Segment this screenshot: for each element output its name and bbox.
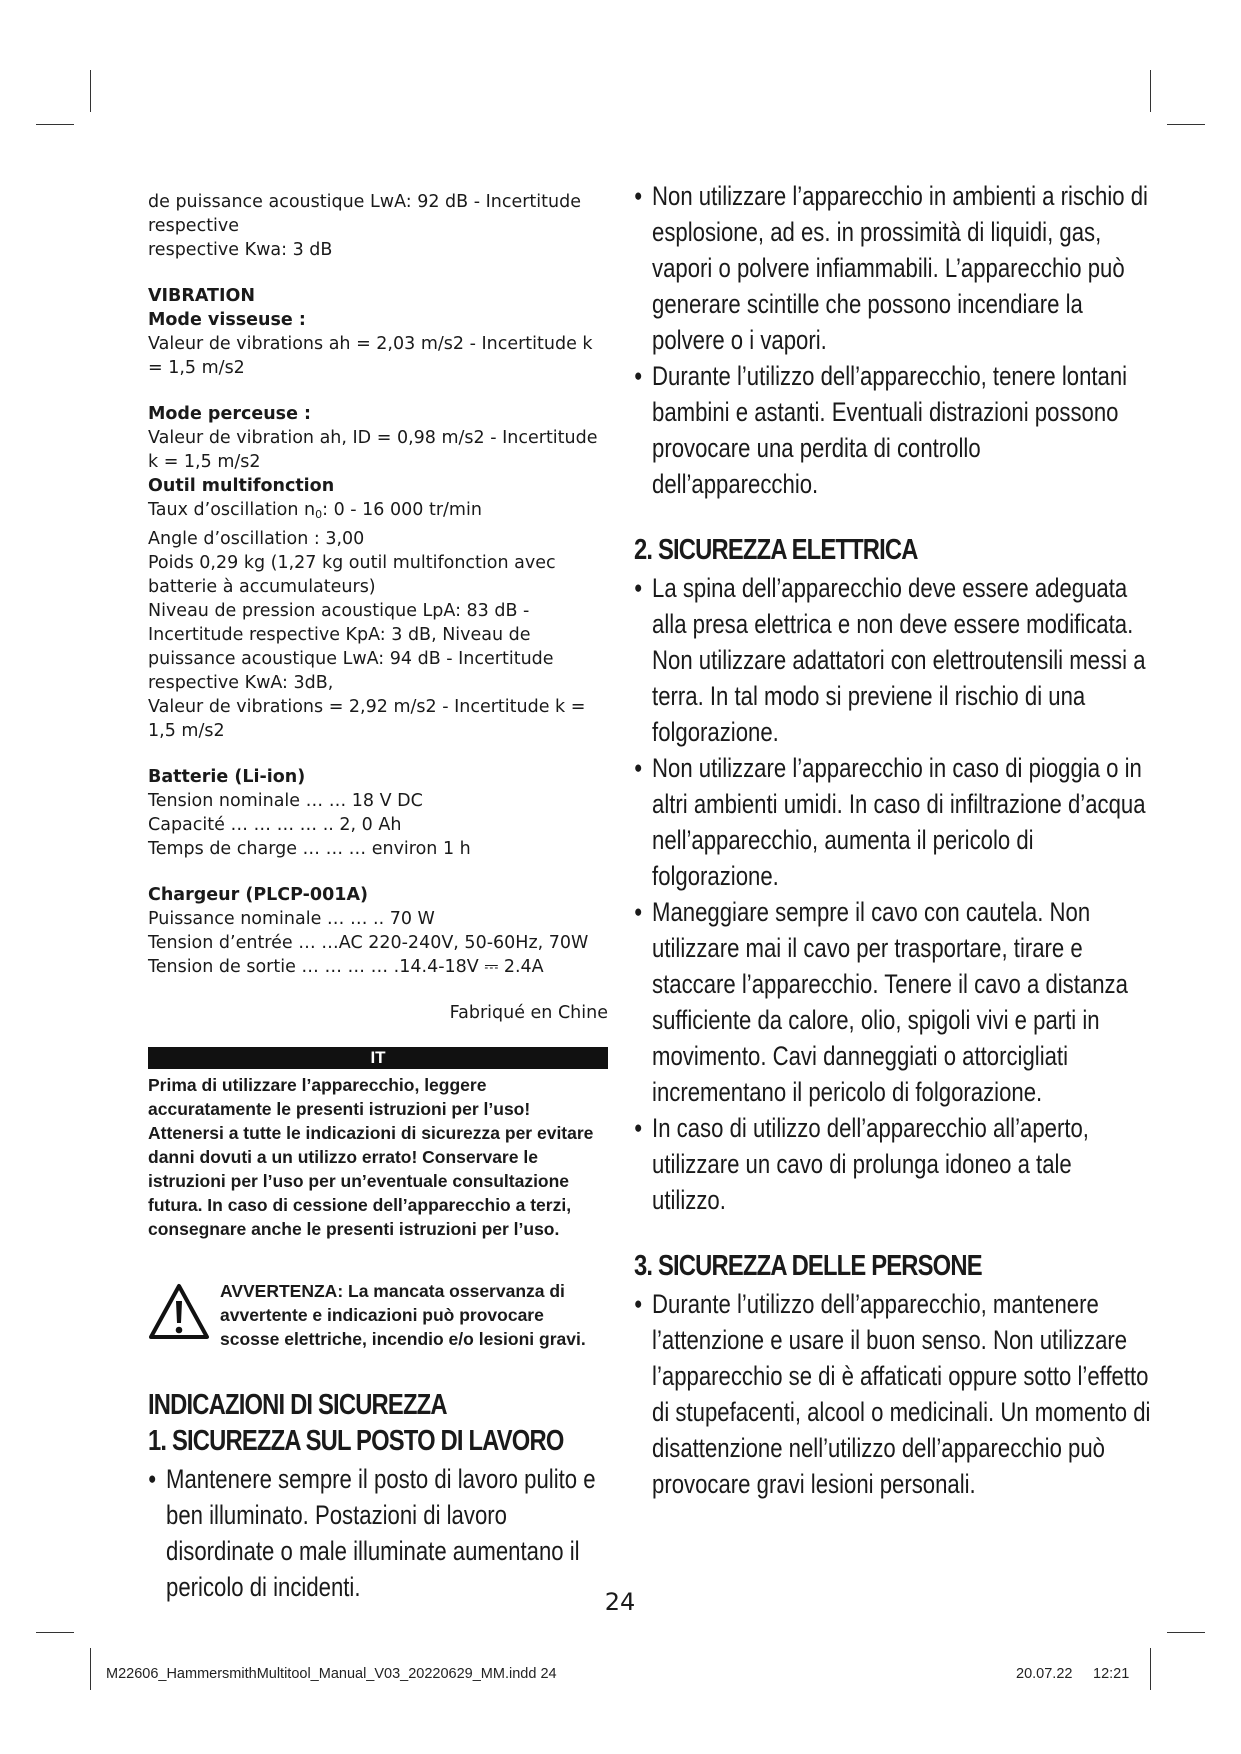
spec-line: respective KwA: 3dB, <box>148 673 334 693</box>
crop-mark <box>1150 70 1151 112</box>
warning-text: AVVERTENZA: La mancata osservanza di avvertente e indicazioni può provocare scosse elettriche, incendio e/o lesioni gravi. <box>220 1281 586 1349</box>
intro-notice: Prima di utilizzare l’apparecchio, leggere accuratamente le presenti istruzioni per l’uso! Attenersi a tutte le indicazioni di sicurezza per evitare danni dovuti a un utilizzo errato! Conservare le istruzioni per l’uso per un’eventuale consultazione futura. In caso di cessione dell’apparecchio a terzi, consegnare anche le presenti istruzioni per l’uso. <box>148 1075 594 1239</box>
spec-line: de puissance acoustique LwA: 92 dB - Incertitude <box>148 192 581 212</box>
bullet-item: ● Maneggiare sempre il cavo con cautela. Non utilizzare mai il cavo per trasportare, tirare e staccare l’apparecchio. Tenere il cavo a distanza sufficiente da calore, olio, spigoli vivi e parti in movimento. Cavi danneggiati o attorcigliati incrementano il pericolo di folgorazione. <box>634 894 1151 1110</box>
spec-line: Valeur de vibration ah, ID = 0,98 m/s2 - Incertitude <box>148 428 598 448</box>
spec-line: Tension d’entrée … …AC 220-240V, 50-60Hz, 70W <box>148 933 589 953</box>
bullet-item: ● La spina dell’apparecchio deve essere adeguata alla presa elettrica e non deve essere modificata. Non utilizzare adattatori con elettroutensili messi a terra. In tal modo si previene il rischio di una folgorazione. <box>634 570 1151 750</box>
spec-line: Incertitude respective KpA: 3 dB, Niveau de <box>148 625 531 645</box>
language-label: IT <box>148 1047 608 1069</box>
spec-heading: Outil multifonction <box>148 476 335 496</box>
bullet-item: ● Non utilizzare l’apparecchio in ambienti a rischio di esplosione, ad es. in prossimità di liquidi, gas, vapori o polvere infiammabili. L’apparecchio può generare scintille che possono incendiare la polvere o i vapori. <box>634 178 1151 358</box>
spacer <box>148 743 608 765</box>
spec-line: 1,5 m/s2 <box>148 721 225 741</box>
spec-line: Tension nominale … … 18 V DC <box>148 791 423 811</box>
bullet-item: ● Mantenere sempre il posto di lavoro pulito e ben illuminato. Postazioni di lavoro disordinate o male illuminate aumentano il pericolo di incidenti. <box>148 1461 607 1605</box>
spec-line: respective Kwa: 3 dB <box>148 240 333 260</box>
spacer <box>148 262 608 284</box>
warning-box <box>148 1279 608 1351</box>
spec-line: Angle d’oscillation : 3,00 <box>148 529 365 549</box>
specs-block <box>148 527 608 979</box>
bullet-item: ● Durante l’utilizzo dell’apparecchio, mantenere l’attenzione e usare il buon senso. Non utilizzare l’apparecchio se di è affaticati oppure sotto l’effetto di stupefacenti, alcool o medicinali. Un momento di disattenzione nell’utilizzo dell’apparecchio può provocare gravi lesioni personali. <box>634 1286 1151 1502</box>
spec-line: Niveau de pression acoustique LpA: 83 dB - <box>148 601 530 621</box>
spacer <box>148 380 608 402</box>
crop-mark <box>36 124 74 125</box>
section-heading-1: 1. SICUREZZA SUL POSTO DI LAVORO <box>148 1425 564 1457</box>
bullet-list <box>634 1286 1151 1502</box>
bullet-list <box>148 1461 607 1605</box>
crop-mark <box>1167 124 1205 125</box>
spec-line: respective <box>148 216 240 236</box>
made-in-note: Fabriqué en Chine <box>449 1003 608 1023</box>
footer-time: 12:21 <box>1093 1666 1130 1682</box>
crop-mark <box>1150 1648 1151 1690</box>
spec-line: Valeur de vibrations ah = 2,03 m/s2 - Incertitude k <box>148 334 593 354</box>
bullet-item: ● In caso di utilizzo dell’apparecchio all’aperto, utilizzare un cavo di prolunga idoneo a tale utilizzo. <box>634 1110 1151 1218</box>
spec-line: Valeur de vibrations = 2,92 m/s2 - Incertitude k = <box>148 697 586 717</box>
spec-heading: Batterie (Li-ion) <box>148 767 306 787</box>
footer-date: 20.07.22 <box>1016 1666 1073 1682</box>
spec-heading: Mode visseuse : <box>148 310 306 330</box>
safety-heading: INDICAZIONI DI SICUREZZA <box>148 1389 447 1421</box>
spec-heading: VIBRATION <box>148 286 256 306</box>
spec-line: k = 1,5 m/s2 <box>148 452 261 472</box>
left-column <box>148 190 608 1605</box>
crop-mark <box>1167 1632 1205 1633</box>
specs-block <box>148 190 608 498</box>
spec-line: puissance acoustique LwA: 94 dB - Incertitude <box>148 649 554 669</box>
footer-file: M22606_HammersmithMultitool_Manual_V03_20220629_MM.indd 24 <box>106 1666 557 1682</box>
spec-line: Poids 0,29 kg (1,27 kg outil multifonction avec <box>148 553 556 573</box>
spacer <box>148 861 608 883</box>
page-number: 24 <box>604 1588 636 1616</box>
spec-line: Temps de charge … … … environ 1 h <box>148 839 471 859</box>
crop-mark <box>90 70 91 112</box>
spec-heading: Chargeur (PLCP-001A) <box>148 885 368 905</box>
bullet-list <box>634 178 1151 502</box>
bullet-item: ● Durante l’utilizzo dell’apparecchio, tenere lontani bambini e astanti. Eventuali distrazioni possono provocare una perdita di controllo dell’apparecchio. <box>634 358 1151 502</box>
crop-mark <box>36 1632 74 1633</box>
spec-heading: Mode perceuse : <box>148 404 312 424</box>
section-heading-3: 3. SICUREZZA DELLE PERSONE <box>634 1250 982 1282</box>
spec-line: = 1,5 m/s2 <box>148 358 245 378</box>
spec-line: Capacité … … … … .. 2, 0 Ah <box>148 815 402 835</box>
spec-line: Taux d’oscillation $n_0$: 0 - 16 000 tr/min <box>148 500 482 521</box>
bullet-list <box>634 570 1151 1218</box>
section-heading-2: 2. SICUREZZA ELETTRICA <box>634 534 918 566</box>
bullet-item: ● Non utilizzare l’apparecchio in caso di pioggia o in altri ambienti umidi. In caso di infiltrazione d’acqua nell’apparecchio, aumenta il pericolo di folgorazione. <box>634 750 1151 894</box>
crop-mark <box>90 1648 91 1690</box>
warning-triangle-icon <box>148 1283 210 1341</box>
right-column <box>634 178 1154 1502</box>
spec-line: batterie à accumulateurs) <box>148 577 376 597</box>
spec-line: Tension de sortie … … … … .14.4-18V ⎓ 2.4A <box>148 957 544 977</box>
spec-line: Puissance nominale … … .. 70 W <box>148 909 435 929</box>
